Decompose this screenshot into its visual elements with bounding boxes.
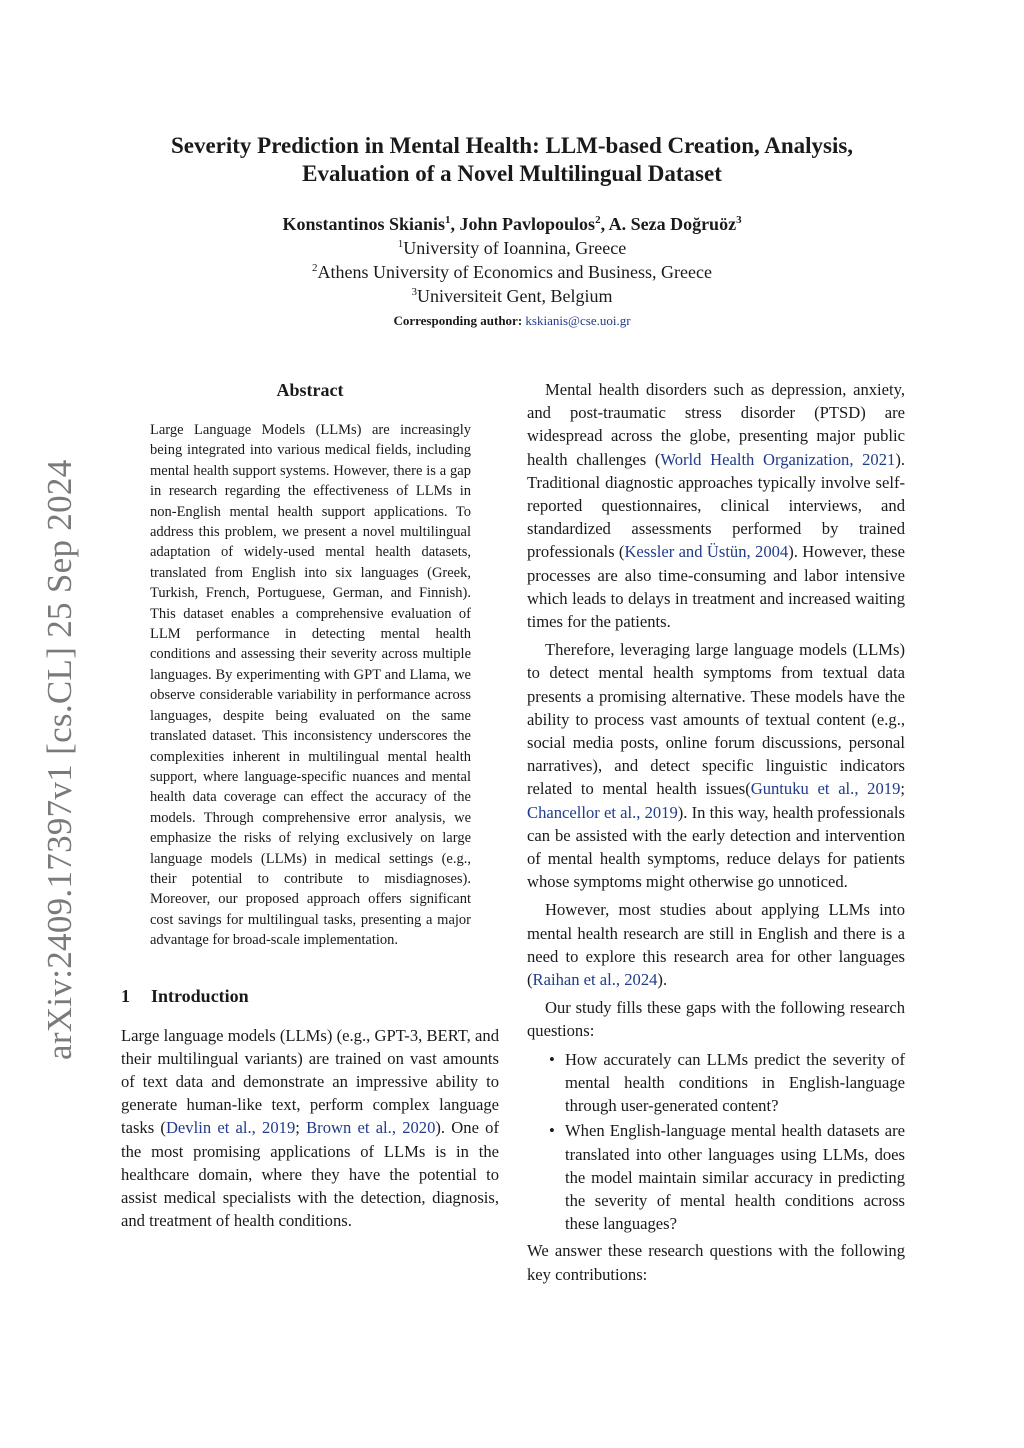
citation-link[interactable]: Guntuku et al., 2019 [750,779,901,799]
abstract-text: Large Language Models (LLMs) are increasingly being integrated into various medical fields, including mental health support systems. However, there is a gap in research regarding the effectiveness of LLMs in non-English mental health support applications. To address this problem, we present a novel multilingual adaptation of widely-used mental health datasets, translated from English into six languages (Greek, Turkish, French, Portuguese, German, and Finnish). This dataset enables a comprehensive evaluation of LLM performance in detecting mental health conditions and assessing their severity across multiple languages. By experimenting with GPT and Llama, we observe considerable variability in performance across languages, despite being evaluated on the same translated dataset. This inconsistency underscores the complexities inherent in multilingual mental health support, where language-specific nuances and mental health data coverage can effect the accuracy of the models. Through comprehensive error analysis, we emphasize the risks of relying exclusively on large language models (LLMs) in medical settings (e.g., their potential to contribute to misdiagnoses). Moreover, our proposed approach offers significant cost savings for multilingual tasks, presenting a major advantage for broad-scale implementation. [150,422,471,949]
corresponding-label: Corresponding author: [393,313,523,328]
section-number: 1 [121,985,130,1006]
body-paragraph: Our study fills these gaps with the following research questions: [527,998,905,1041]
paper-title [100,132,924,188]
body-paragraph: Mental health disorders such as depression, anxiety, and post-traumatic stress disorder (PTSD) are widespread across the globe, presenting major public health challenges (World Health Organization, 2021). Traditional diagnostic approaches typically involve self-reported questionnaires, clinical interviews, and standardized assessments performed by trained professionals (Kessler and Üstün, 2004). However, these processes are also time-consuming and labor intensive which leads to delays in treatment and increased waiting times for the patients. [527,380,905,632]
author-affiliation-mark: 2 [595,214,601,226]
citation-link[interactable]: Devlin et al., 2019 [165,1118,296,1138]
body-paragraph: However, most studies about applying LLMs into mental health research are still in English and there is a need to explore this research area for other languages (Raihan et al., 2024). [527,900,905,990]
citation-link[interactable]: Raihan et al., 2024 [532,970,658,990]
corresponding-author [100,309,924,333]
author-name: Konstantinos Skianis [282,214,446,234]
affiliation: $^2$Athens University of Economics and Business, Greece [312,262,712,282]
intro-paragraph: Large language models (LLMs) (e.g., GPT-3, BERT, and their multilingual variants) are trained on vast amounts of text data and demonstrate an impressive ability to generate human-like text, perform complex language tasks (Devlin et al., 2019; Brown et al., 2020). One of the most promising applications of LLMs is in the healthcare domain, where they have the potential to assist medical specialists with the detection, diagnosis, and treatment of health conditions. [121,1025,499,1231]
citation-link[interactable]: World Health Organization, 2021 [660,449,896,469]
body-paragraph: Therefore, leveraging large language models (LLMs) to detect mental health symptoms from textual data presents a promising alternative. These models have the ability to process vast amounts of textual content (e.g., social media posts, online forum discussions, personal narratives), and detect specific linguistic indicators related to mental health issues(Guntuku et al., 2019; Chancellor et al., 2019). In this way, health professionals can be assisted with the early detection and intervention of mental health symptoms, reduce delays for patients whose symptoms might otherwise go unnoticed. [527,640,905,892]
title-line-2: Evaluation of a Novel Multilingual Dataset [302,161,722,186]
left-column [121,378,499,1232]
corresponding-email-link[interactable]: kskianis@cse.uoi.gr [525,313,631,328]
citation-link[interactable]: Kessler and Üstün, 2004 [624,542,789,562]
research-questions-list [527,1048,905,1236]
author-names: Konstantinos Skianis$^1$, John Pavlopoulos$^2$, A. Seza Doğruöz$^3$ [282,214,742,234]
list-item: • When English-language mental health datasets are translated into other languages using LLMs, does the model maintain similar accuracy in predicting the severity of mental health conditions across these languages? [565,1119,905,1235]
section-title: Introduction [151,985,249,1006]
affiliation: $^3$Universiteit Gent, Belgium [411,286,613,306]
author-affiliation-mark: 3 [736,214,742,226]
author-name: John Pavlopoulos [459,214,596,234]
author-name: A. Seza Doğruöz [608,214,737,234]
author-affiliation-mark: 1 [445,214,451,226]
title-line-1: Severity Prediction in Mental Health: LLM-based Creation, Analysis, [170,133,854,158]
body-paragraph: We answer these research questions with the following key contributions: [527,1241,905,1284]
author-block [100,212,924,333]
right-column [527,378,905,1291]
arxiv-identifier: arXiv:2409.17397v1 [cs.CL] 25 Sep 2024 [40,459,79,1060]
abstract-heading: Abstract [276,380,344,400]
section-heading-introduction [121,984,499,1008]
affiliation: $^1$University of Ioannina, Greece [397,238,627,258]
citation-link[interactable]: Brown et al., 2020 [306,1118,436,1138]
list-item: • How accurately can LLMs predict the severity of mental health conditions in English-language through user-generated content? [565,1048,905,1118]
citation-link[interactable]: Chancellor et al., 2019 [527,802,678,822]
